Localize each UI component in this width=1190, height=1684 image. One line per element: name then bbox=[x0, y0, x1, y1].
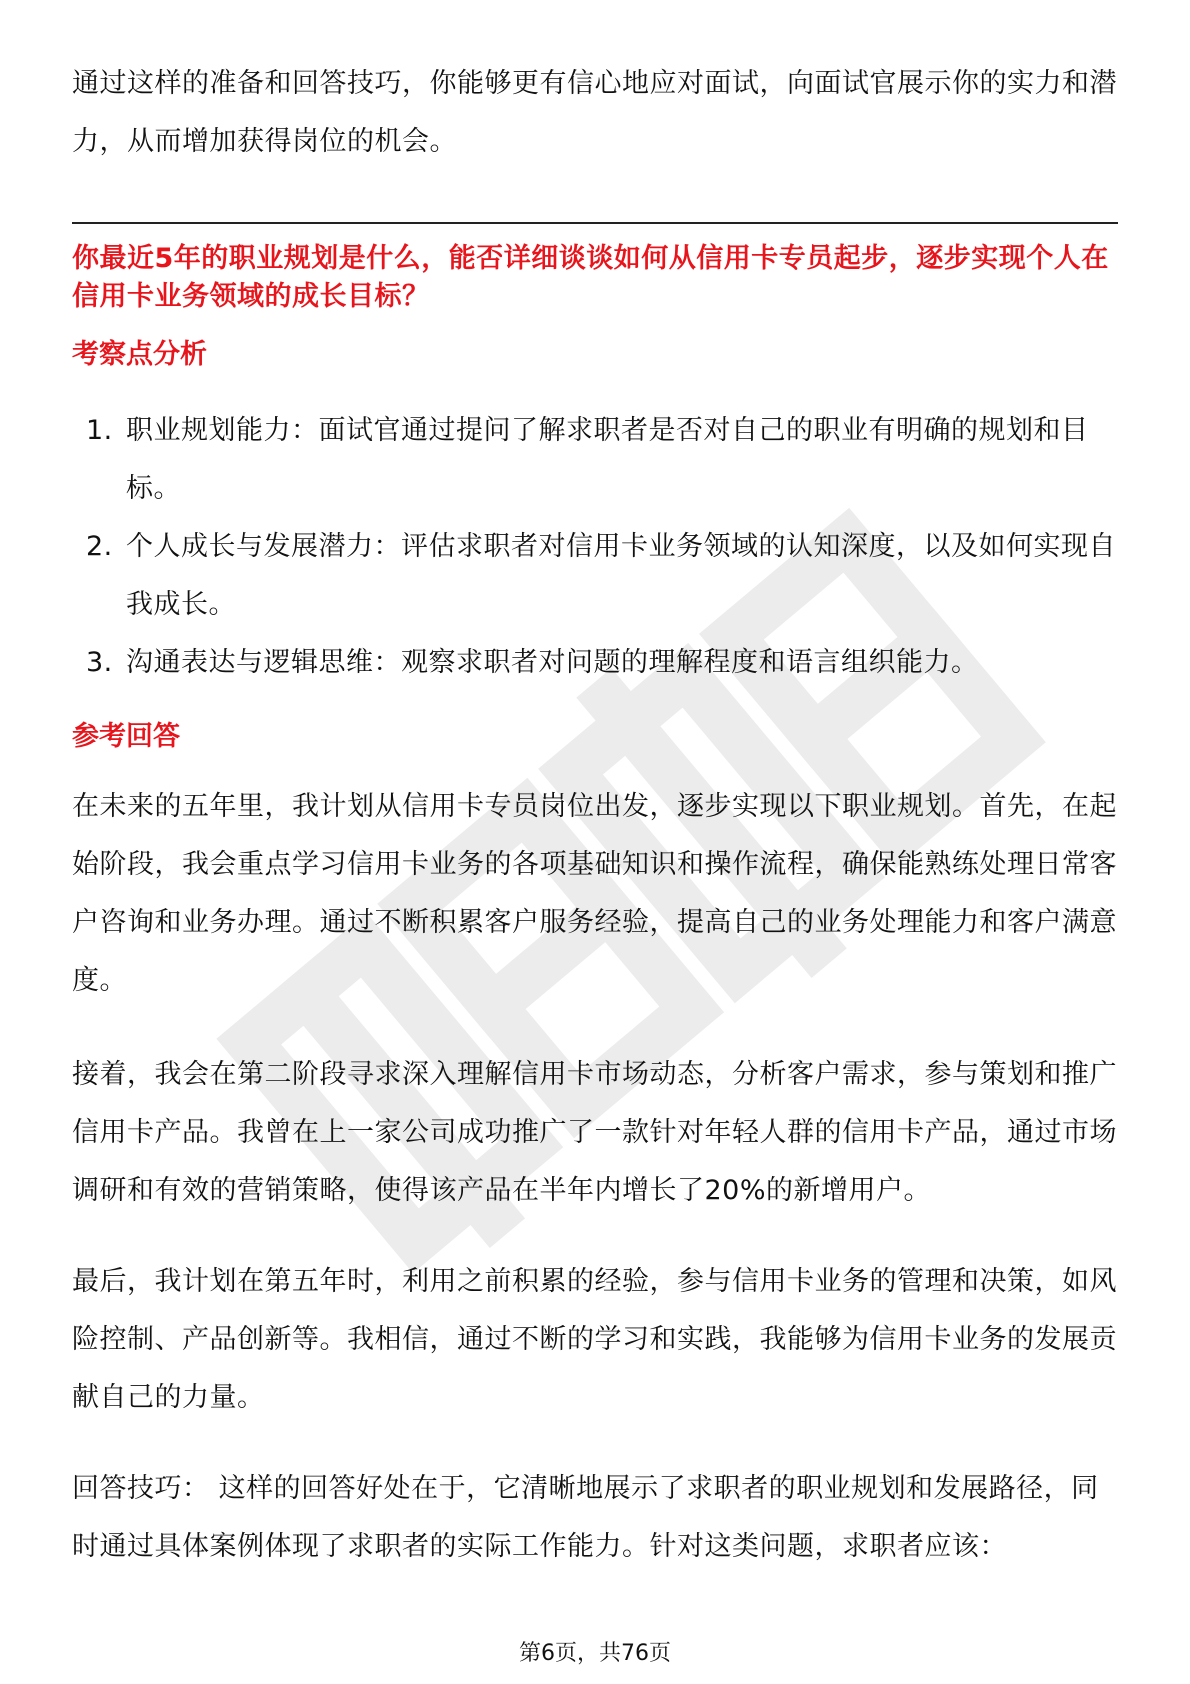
list-number: 1. bbox=[86, 415, 113, 446]
analysis-title: 考察点分析 bbox=[72, 339, 207, 370]
answer-paragraph-1: 在未来的五年里，我计划从信用卡专员岗位出发，逐步实现以下职业规划。首先，在起始阶段，我会重点学习信用卡业务的各项基础知识和操作流程，确保能熟练处理日常客户咨询和业务办理。通过不断积累客户服务经验，提高自己的业务处理能力和客户满意度。 bbox=[72, 791, 1117, 996]
list-text: 沟通表达与逻辑思维：观察求职者对问题的理解程度和语言组织能力。 bbox=[126, 647, 979, 678]
list-number: 2. bbox=[86, 531, 113, 562]
list-number: 3. bbox=[86, 647, 113, 678]
answer-title: 参考回答 bbox=[72, 721, 180, 752]
answer-paragraph-2: 接着，我会在第二阶段寻求深入理解信用卡市场动态，分析客户需求，参与策划和推广信用卡产品。我曾在上一家公司成功推广了一款针对年轻人群的信用卡产品，通过市场调研和有效的营销策略，使得该产品在半年内增长了20%的新增用户。 bbox=[72, 1059, 1117, 1206]
page-number: 第6页，共76页 bbox=[519, 1641, 671, 1666]
list-text: 职业规划能力：面试官通过提问了解求职者是否对自己的职业有明确的规划和目标。 bbox=[126, 415, 1089, 504]
list-text: 个人成长与发展潜力：评估求职者对信用卡业务领域的认知深度，以及如何实现自我成长。 bbox=[126, 531, 1116, 620]
tips-paragraph: 回答技巧： 这样的回答好处在于，它清晰地展示了求职者的职业规划和发展路径，同时通过具体案例体现了求职者的实际工作能力。针对这类问题，求职者应该： bbox=[72, 1473, 1099, 1562]
intro-paragraph: 通过这样的准备和回答技巧，你能够更有信心地应对面试，向面试官展示你的实力和潜力，从而增加获得岗位的机会。 bbox=[72, 68, 1117, 157]
analysis-list bbox=[72, 402, 1118, 692]
answer-paragraph-3: 最后，我计划在第五年时，利用之前积累的经验，参与信用卡业务的管理和决策，如风险控制、产品创新等。我相信，通过不断的学习和实践，我能够为信用卡业务的发展贡献自己的力量。 bbox=[72, 1266, 1117, 1413]
list-item bbox=[72, 634, 1118, 692]
question-heading: 你最近5年的职业规划是什么，能否详细谈谈如何从信用卡专员起步，逐步实现个人在信用卡业务领域的成长目标？ bbox=[72, 243, 1109, 312]
list-item bbox=[72, 518, 1118, 634]
list-item bbox=[72, 402, 1118, 518]
divider bbox=[72, 222, 1118, 224]
